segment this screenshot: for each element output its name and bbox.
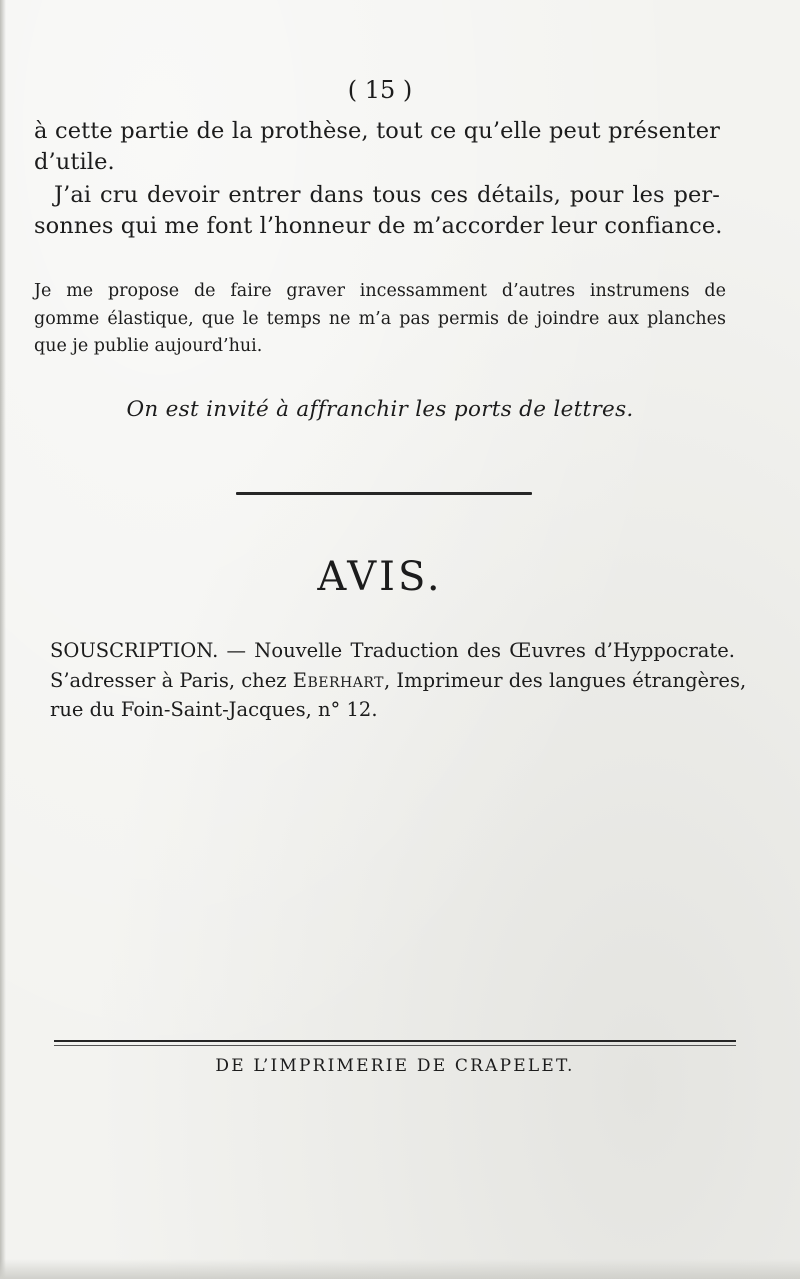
paragraph-line: à cette partie de la prothèse, tout ce qu’elle peut présenter xyxy=(34,118,720,144)
address-line xyxy=(50,666,747,696)
footer-rule-thin xyxy=(54,1045,736,1046)
avis-heading: AVIS. xyxy=(317,554,443,600)
paragraph-line: J’ai cru devoir entrer dans tous ces détails, pour les per- xyxy=(54,182,720,208)
section-divider xyxy=(236,492,532,495)
street-line: rue du Foin-Saint-Jacques, n° 12. xyxy=(50,698,378,721)
engraving-note xyxy=(34,278,726,361)
paragraph-continuation xyxy=(34,116,720,178)
paragraph-line: sonnes qui me font l’honneur de m’accorder leur confiance. xyxy=(34,213,723,239)
page-bottom-shadow xyxy=(0,1259,800,1279)
footer-rule xyxy=(54,1040,736,1042)
note-line: gomme élastique, que le temps ne m’a pas permis de joindre aux planches xyxy=(34,308,726,329)
note-line: Je me propose de faire graver incessamment d’autres instrumens de xyxy=(34,281,726,301)
printer-imprint: DE L’IMPRIMERIE DE CRAPELET. xyxy=(215,1056,575,1076)
subscription-label: SOUSCRIPTION. xyxy=(50,639,219,662)
postage-notice: On est invité à affranchir les ports de lettres. xyxy=(126,397,634,422)
note-line: que je publie aujourd’hui. xyxy=(34,336,263,356)
subscription-line xyxy=(50,636,735,666)
subscription-text: — Nouvelle Traduction des Œuvres d’Hyppocrate. xyxy=(218,639,735,662)
paragraph-details xyxy=(34,180,723,242)
printer-name: Eberhart xyxy=(292,668,385,692)
address-text-start: S’adresser à Paris, chez xyxy=(50,668,293,692)
page-edge-shadow xyxy=(0,0,6,1279)
subscription-notice xyxy=(50,636,747,725)
address-text-end: , Imprimeur des langues étrangères, xyxy=(384,668,747,692)
page-number: ( 15 ) xyxy=(347,76,413,104)
paragraph-line: d’utile. xyxy=(34,149,115,175)
